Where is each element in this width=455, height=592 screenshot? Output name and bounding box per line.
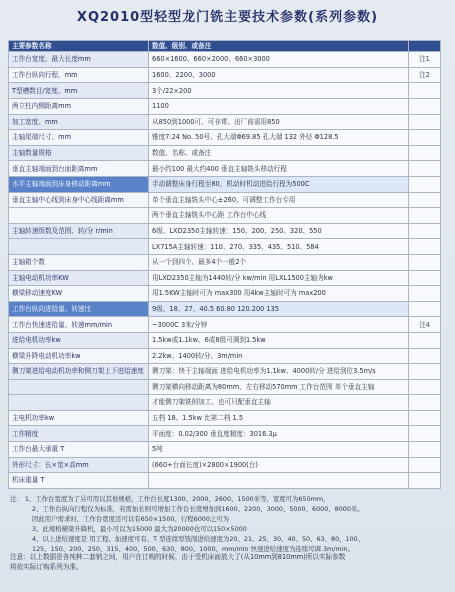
spec-row: [9, 99, 441, 115]
spec-param-name: 主轴箱个数: [9, 254, 149, 270]
spec-param-value: LX715A主轴转速：110、270、335、435、510、584: [149, 239, 409, 255]
spec-param-note: [409, 442, 441, 458]
spec-param-value: ~3000C 3米/分钟: [149, 317, 409, 333]
spec-param-value: 两个垂直主轴铣头中心距 工作台中心线: [149, 208, 409, 224]
spec-param-name: 横梁升降电动机功率kw: [9, 348, 149, 364]
spec-param-name: 工作台最大承重 T: [9, 442, 149, 458]
spec-param-value: 侧刀架横向移动距离为80mm、左右移动570mm 工作台范围 单个垂直主轴: [149, 379, 409, 395]
spec-param-name: 主电机功率kw: [9, 410, 149, 426]
spec-row: [9, 473, 441, 489]
spec-row: [9, 130, 441, 146]
spec-param-note: [409, 239, 441, 255]
spec-row: [9, 67, 441, 83]
spec-param-name: 工作台纵向进给量、转速比: [9, 301, 149, 317]
spec-param-name: 加工宽度、mm: [9, 114, 149, 130]
spec-row: [9, 239, 441, 255]
spec-param-value: 1.5kw或1.1kw、6或8级可调到1.5kw: [149, 332, 409, 348]
note-line: 4、以上进给速度是 用工程、加速度可有、T 型连续型铣削进给速度为20、21、25、30、40、50、63、80、100、: [32, 535, 365, 543]
spec-row: [9, 208, 441, 224]
spec-param-note: [409, 270, 441, 286]
spec-param-value: 1600、2200、3000: [149, 67, 409, 83]
note-line: 因此用户需求时，工作台宽度还可以有650×1500、行程6000之可为: [32, 515, 230, 523]
spec-param-value: 3个/22×200: [149, 83, 409, 99]
note-line: 3、此规格横梁升降机，最小可以为15000 最大为20000也可以150×5000: [32, 525, 247, 533]
spec-param-name: T型槽数目/宽度、mm: [9, 83, 149, 99]
page-title: XQ2010型轻型龙门铣主要技术参数(系列参数): [76, 10, 379, 25]
spec-param-name: [9, 379, 149, 395]
spec-param-name: 横梁移动速度KW: [9, 286, 149, 302]
note-line: 注： 1、工作台宽度为了另可用以其他规格，工作台长度1300、2000、2600、1500米等，宽度可为650mm，: [10, 495, 330, 503]
spec-param-name: [9, 239, 149, 255]
spec-param-note: [409, 348, 441, 364]
spec-param-name: 水平主轴端面到床身移动距离mm: [9, 176, 149, 192]
spec-param-note: [409, 161, 441, 177]
note-line: 125、150、200、250、315、400、500、630、800、1000、mm/min 快速进给速度为连续可调 3m/min。: [32, 545, 354, 553]
spec-row: [9, 364, 441, 380]
spec-row: [9, 270, 441, 286]
spec-row: [9, 114, 441, 130]
spec-param-value: 2.2kw、1400转/分、3m/min: [149, 348, 409, 364]
spec-row: [9, 348, 441, 364]
spec-row: [9, 52, 441, 68]
spec-param-note: [409, 145, 441, 161]
spec-param-note: [409, 364, 441, 380]
spec-row: [9, 254, 441, 270]
spec-param-note: [409, 410, 441, 426]
spec-param-value: 从850到1000可、可非常、出厂前需用850: [149, 114, 409, 130]
spec-param-note: [409, 208, 441, 224]
spec-param-note: [409, 130, 441, 146]
header-value: 数值、级别、或备注: [149, 41, 409, 52]
spec-param-value: 才能侧刀架铣削加工、也可只配垂直主轴: [149, 395, 409, 411]
footer-line: 将依实际订购系列为准。: [10, 563, 83, 571]
spec-param-value: (660+台面长度)×2800×1900(台): [149, 457, 409, 473]
spec-row: [9, 457, 441, 473]
spec-param-name: [9, 395, 149, 411]
spec-param-value: 用1.5KW主轴时可为 max300 用4kw主轴时可为 max200: [149, 286, 409, 302]
spec-row: [9, 317, 441, 333]
spec-row: [9, 83, 441, 99]
notes-section: [10, 494, 440, 554]
spec-table: [8, 40, 441, 489]
spec-table-header: [9, 41, 441, 52]
spec-param-note: 注2: [409, 67, 441, 83]
spec-param-name: 两立柱内侧距离mm: [9, 99, 149, 115]
spec-param-note: [409, 99, 441, 115]
spec-row: [9, 395, 441, 411]
spec-param-value: 6级、LXD2350主轴转速：150、200、250、320、550: [149, 223, 409, 239]
spec-param-value: 锥度7:24 No. 50号、孔大端Φ69.85 孔大端 132 外径 Φ128.5: [149, 130, 409, 146]
header-param: 主要参数名称: [9, 41, 149, 52]
footer-note: [10, 552, 430, 572]
spec-param-value: 9级、18、27、40.5 60.80 120.200 135: [149, 301, 409, 317]
spec-param-note: [409, 426, 441, 442]
spec-param-value: 5吨: [149, 442, 409, 458]
spec-param-note: [409, 254, 441, 270]
spec-row: [9, 145, 441, 161]
spec-param-name: 工作台快速进给量、转速mm/min: [9, 317, 149, 333]
spec-param-name: 工作台纵向行程、mm: [9, 67, 149, 83]
spec-param-name: 机床重量 T: [9, 473, 149, 489]
spec-param-value: 单个垂直主轴铣头中心±260、可调整工作台专用: [149, 192, 409, 208]
spec-row: [9, 176, 441, 192]
spec-param-note: 注4: [409, 317, 441, 333]
spec-param-name: 主轴尾端尺寸、mm: [9, 130, 149, 146]
spec-param-value: 从一个到四个、最多4个一般2个: [149, 254, 409, 270]
spec-param-name: 工作台宽度、最大长度mm: [9, 52, 149, 68]
spec-param-note: [409, 83, 441, 99]
spec-param-name: 主轴电动机功率KW: [9, 270, 149, 286]
spec-param-name: 主轴转速级数及范围、转/分 r/min: [9, 223, 149, 239]
spec-row: [9, 379, 441, 395]
spec-param-value: 1100: [149, 99, 409, 115]
spec-param-value: 五档 18、1.5kw 比第二档 1.5: [149, 410, 409, 426]
spec-param-value: 侧刀架：快干主轴端面 进给电机功率为1.1kw、4000转/分 进给到位3.5m/s: [149, 364, 409, 380]
spec-param-note: [409, 192, 441, 208]
spec-param-note: [409, 176, 441, 192]
spec-param-note: [409, 286, 441, 302]
spec-param-note: [409, 473, 441, 489]
spec-param-note: [409, 379, 441, 395]
spec-row: [9, 286, 441, 302]
spec-row: [9, 161, 441, 177]
spec-param-value: 数值、名称、或备注: [149, 145, 409, 161]
spec-row: [9, 426, 441, 442]
spec-row: [9, 410, 441, 426]
footer-line: 注意：以上数据是各纯种二套销之间，用户在订购的时候，由于受机床面放大了(从10mm到810mm)所以实际参数: [10, 553, 346, 561]
spec-row: [9, 301, 441, 317]
spec-row: [9, 332, 441, 348]
spec-row: [9, 223, 441, 239]
spec-param-name: 工作精度: [9, 426, 149, 442]
spec-param-note: [409, 395, 441, 411]
spec-param-value: 平面度：0.02/300 垂直度精度：3016.3μ: [149, 426, 409, 442]
note-line: 2、工作台纵向行程仅为标准，若需加长则可增加工作台长度增加到1600、2200、3000、5000、6000、8000米。: [32, 505, 364, 513]
spec-param-name: 垂直主轴端面到台面距离mm: [9, 161, 149, 177]
spec-param-note: [409, 223, 441, 239]
spec-row: [9, 192, 441, 208]
spec-param-name: 主轴数量规格: [9, 145, 149, 161]
spec-param-note: [409, 114, 441, 130]
spec-param-name: 侧刀架进给电动机功率和侧刀架上下进给速度: [9, 364, 149, 380]
spec-param-name: 垂直主轴中心线到床身中心线距离mm: [9, 192, 149, 208]
spec-param-name: 进给电机功率kw: [9, 332, 149, 348]
spec-param-note: [409, 457, 441, 473]
spec-param-name: [9, 208, 149, 224]
header-note: [409, 41, 441, 52]
spec-param-value: 660×1600、660×2000、660×3000: [149, 52, 409, 68]
spec-row: [9, 442, 441, 458]
spec-param-note: [409, 301, 441, 317]
spec-param-note: [409, 332, 441, 348]
spec-param-value: 最小约100 最大约400 垂直主轴铣头移动行程: [149, 161, 409, 177]
spec-param-value: 用LXD2350主轴为1440转/分 kw/min 用LXL1500主轴为kw: [149, 270, 409, 286]
spec-param-note: 注1: [409, 52, 441, 68]
spec-param-value: 手动调整床身行程至80、机动时机动进给行程为500C: [149, 176, 409, 192]
spec-param-value: [149, 473, 409, 489]
spec-param-name: 外形尺寸：长×宽×高mm: [9, 457, 149, 473]
